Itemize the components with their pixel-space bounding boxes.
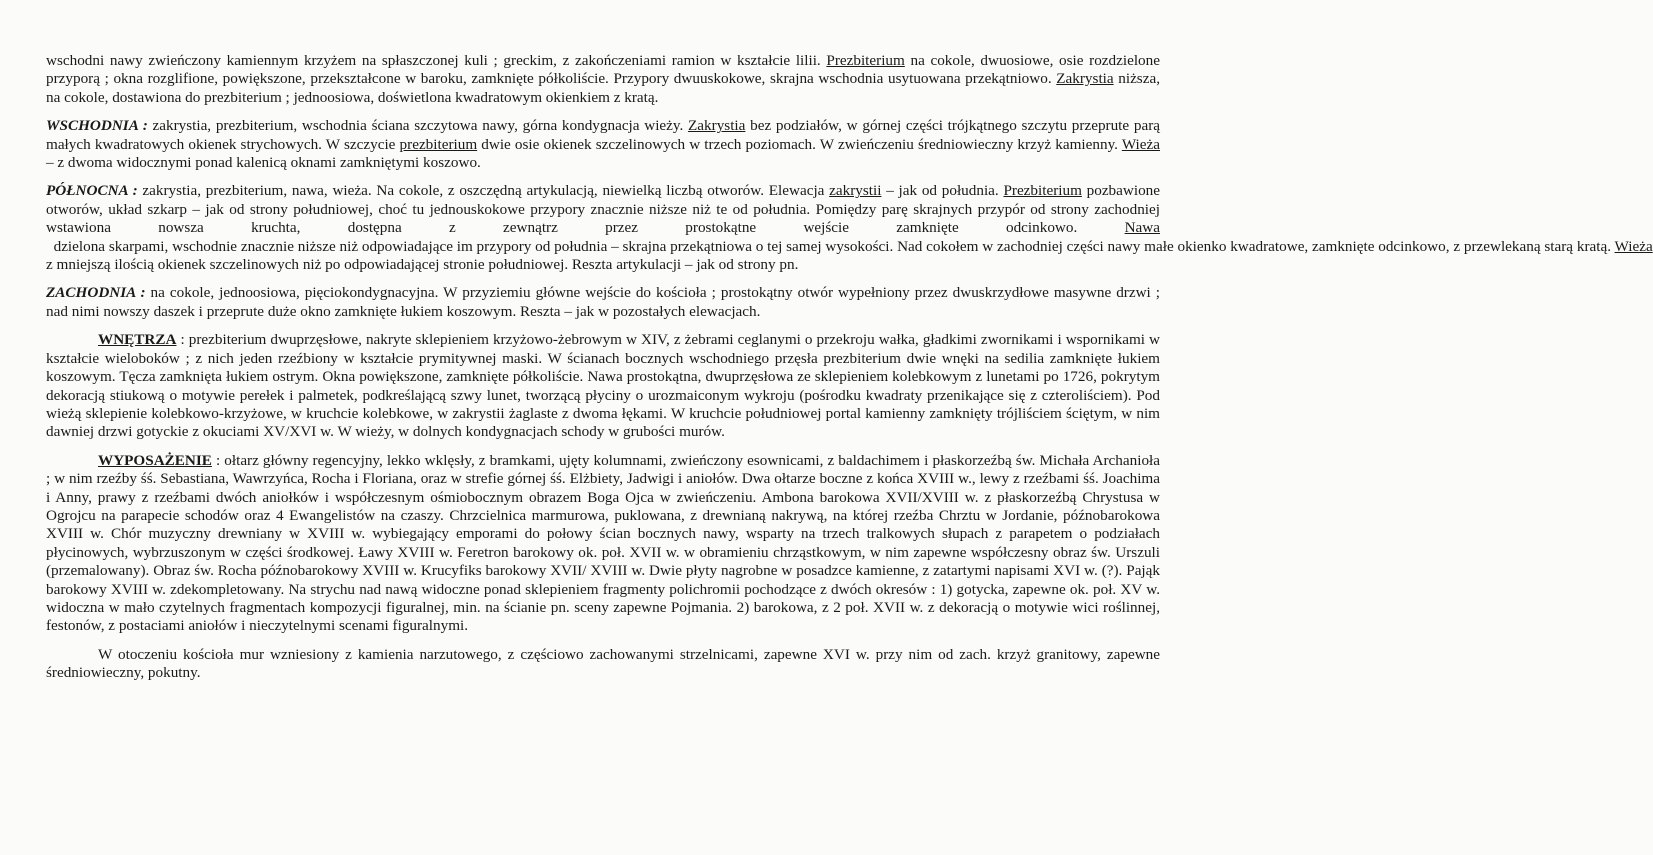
underlined-term: Zakrystia bbox=[1056, 70, 1114, 88]
text: – z dwoma widocznymi ponad kalenicą oknami zamkniętymi koszowo. bbox=[46, 154, 481, 172]
text: wschodni nawy zwieńczony kamiennym krzyżem na spłaszczonej kuli ; greckim, z zakończeniami ramion w kształcie lilii. bbox=[46, 52, 827, 69]
underlined-term: prezbiterium bbox=[399, 135, 478, 153]
section-heading: WSCHODNIA : bbox=[46, 117, 148, 135]
text: pozbawione otworów, układ szkarp – jak od strony południowej, choć tu jednouskokowe przypory znacznie niższe niż te od południa. Pomiędzy parę skrajnych przypór od strony zachodniej wstawiona nowsza kruchta, dostępna z zewnątrz przez prostokątne wejście zamknięte odcinkowo. bbox=[46, 182, 1161, 237]
section-heading: PÓŁNOCNA : bbox=[46, 182, 138, 200]
text: na cokole, dwuosiowe, osie rozdzielone przyporą ; okna rozglifione, powiększone, przekształcone w baroku, zamknięte półkoliście. Przypory dwuuskokowe, skrajna wschodnia usytuowana przekątniowo. bbox=[46, 52, 1160, 88]
text: dwie osie okienek szczelinowych w trzech poziomach. W zwieńczeniu średniowieczny krzyż kamienny. bbox=[477, 135, 1122, 153]
underlined-term: zakrystii bbox=[829, 182, 882, 200]
text: zakrystia, prezbiterium, nawa, wieża. Na cokole, z oszczędną artykulacją, niewielką liczbą otworów. Elewacja bbox=[137, 182, 830, 200]
text: bez podziałów, w górnej części trójkątnego szczytu przeprute parą małych kwadratowych okienek strychowych. W szczycie bbox=[46, 117, 1160, 153]
section-heading: WYPOSAŻENIE bbox=[98, 451, 212, 469]
text: dzielona skarpami, wschodnie znacznie niższe niż odpowiadające im przypory od południa – skrajna przekątniowa o tej samej wysokości. Nad cokołem w zachodniej części nawy małe okienko kwadratowe, zamknięte odcinkowo, z przewlekaną starą kratą. bbox=[46, 237, 1615, 255]
text: W otoczeniu kościoła mur wzniesiony z kamienia narzutowego, z częściowo zachowanymi strzelnicami, zapewne XVI w. przy nim od zach. krzyż granitowy, zapewne średniowieczny, pokutny. bbox=[46, 645, 1160, 682]
underlined-term: Wieża bbox=[1121, 135, 1160, 153]
text: na cokole, jednoosiowa, pięciokondygnacyjna. W przyziemiu główne wejście do kościoła ; prostokątny otwór wypełniony przez dwuskrzydłowe masywne drzwi ; nad nimi nowszy daszek i przeprute duże okno zamknięte łukiem koszowym. Reszta – jak w pozostałych elewacjach. bbox=[46, 284, 1161, 320]
paragraph-interior bbox=[46, 331, 1160, 441]
underlined-term: Prezbiterium bbox=[826, 52, 905, 69]
paragraph-north bbox=[46, 182, 1653, 274]
text: zakrystia, prezbiterium, wschodnia ściana szczytowa nawy, górna kondygnacja wieży. bbox=[147, 117, 689, 135]
underlined-term: Prezbiterium bbox=[1003, 182, 1082, 200]
paragraph-south-continued bbox=[46, 52, 1160, 107]
text: : prezbiterium dwuprzęsłowe, nakryte sklepieniem krzyżowo-żebrowym w XIV, z żebrami ceglanymi o przekroju wałka, gładkimi zwornikami i wspornikami w kształcie wieloboków ; z nich jeden rzeźbiony w kształcie prymitywnej maski. W ścianach bocznych wschodniego przęsła prezbiterium dwie wnęki na sedilia zamknięte łukiem koszowym. Tęcza zamknięta łukiem ostrym. Okna powiększone, zamknięte półkoliście. Nawa prostokątna, dwuprzęsłowa ze sklepieniem kolebkowym z lunetami po 1726, pokrytym dekoracją stiukową o motywie perełek i palmetek, podkreślającą szwy lunet, tworzącą płyciny o urozmaiconym wykroju (pośrodku kwadraty przenikające się z czteroliściem). Pod wieżą sklepienie kolebkowo-krzyżowe, w kruchcie kolebkowe, w zakrystii żaglaste z dwoma łękami. W kruchcie południowej portal kamienny zamknięty trójliściem ściętym, w nim dawniej drzwi gotyckie z okuciami XV/XVI w. W wieży, w dolnych kondygnacjach schody w grubości murów. bbox=[46, 331, 1160, 441]
text: z mniejszą ilością okienek szczelinowych niż po odpowiadającej stronie południowej. Reszta artykulacji – jak od strony pn. bbox=[46, 256, 799, 274]
underlined-term: Zakrystia bbox=[688, 117, 746, 135]
text: : ołtarz główny regencyjny, lekko wklęsły, z bramkami, ujęty kolumnami, zwieńczony esownicami, z baldachimem i płaskorzeźbą św. Michała Archanioła ; w nim rzeźby śś. Sebastiana, Wawrzyńca, Rocha i Floriana, oraz w strefie górnej śś. Elżbiety, Jadwigi i aniołów. Dwa ołtarze boczne z końca XVIII w., lewy z rzeźbami śś. Joachima i Anny, prawy z rzeźbami dwóch aniołków i współczesnym ośmiobocznym obrazem Boga Ojca w zwieńczeniu. Ambona barokowa XVII/XVIII w. z płaskorzeźbą Chrystusa w Ogrojcu na parapecie schodów oraz 4 Ewangelistów na czaszy. Chrzcielnica marmurowa, puklowana, z drewnianą nakrywą, na której rzeźba Chrztu w Jordanie, późnobarokowa XVIII w. Chór muzyczny drewniany w XVIII w. wybiegający emporami do połowy ścian bocznych nawy, wsparty na trzech tralkowych słupach z parapetem o podziałach płycinowych, wybrzuszonym w części środkowej. Ławy XVIII w. Feretron barokowy ok. poł. XVII w. w obramieniu chrząstkowym, w nim zapewne współczesny obraz św. Urszuli (przemalowany). Obraz św. Rocha późnobarokowy XVIII w. Krucyfiks barokowy XVII/ XVIII w. Dwie płyty nagrobne w posadzce kamienne, z zatartymi napisami XVI w. (?). Pająk barokowy XVIII w. zdekompletowany. Na strychu nad nawą widoczne ponad sklepieniem fragmenty polichromii pochodzące z dwóch okresów : 1) gotycka, zapewne ok. poł. XV w. widoczna w mało czytelnych fragmentach kompozycji figuralnej, min. na ścianie pn. sceny zapewne Pojmania. 2) barokowa, z 2 poł. XVII w. z dekoracją o motywie wici roślinnej, festonów, z postaciami aniołów i nieczytelnymi scenami figuralnymi. bbox=[46, 451, 1160, 635]
text: niższa, na cokole, dostawiona do prezbiterium ; jednoosiowa, doświetlona kwadratowym okienkiem z kratą. bbox=[46, 70, 1160, 106]
text: – jak od południa. bbox=[881, 182, 1004, 200]
paragraph-surroundings bbox=[46, 646, 1160, 683]
paragraph-east bbox=[46, 117, 1160, 172]
section-heading: ZACHODNIA : bbox=[46, 284, 146, 302]
paragraph-west bbox=[46, 284, 1160, 321]
section-heading: WNĘTRZA bbox=[98, 331, 177, 349]
paragraph-furnishings bbox=[46, 452, 1160, 636]
underlined-term: Wieża bbox=[1614, 237, 1653, 255]
underlined-term: Nawa bbox=[1124, 219, 1160, 237]
